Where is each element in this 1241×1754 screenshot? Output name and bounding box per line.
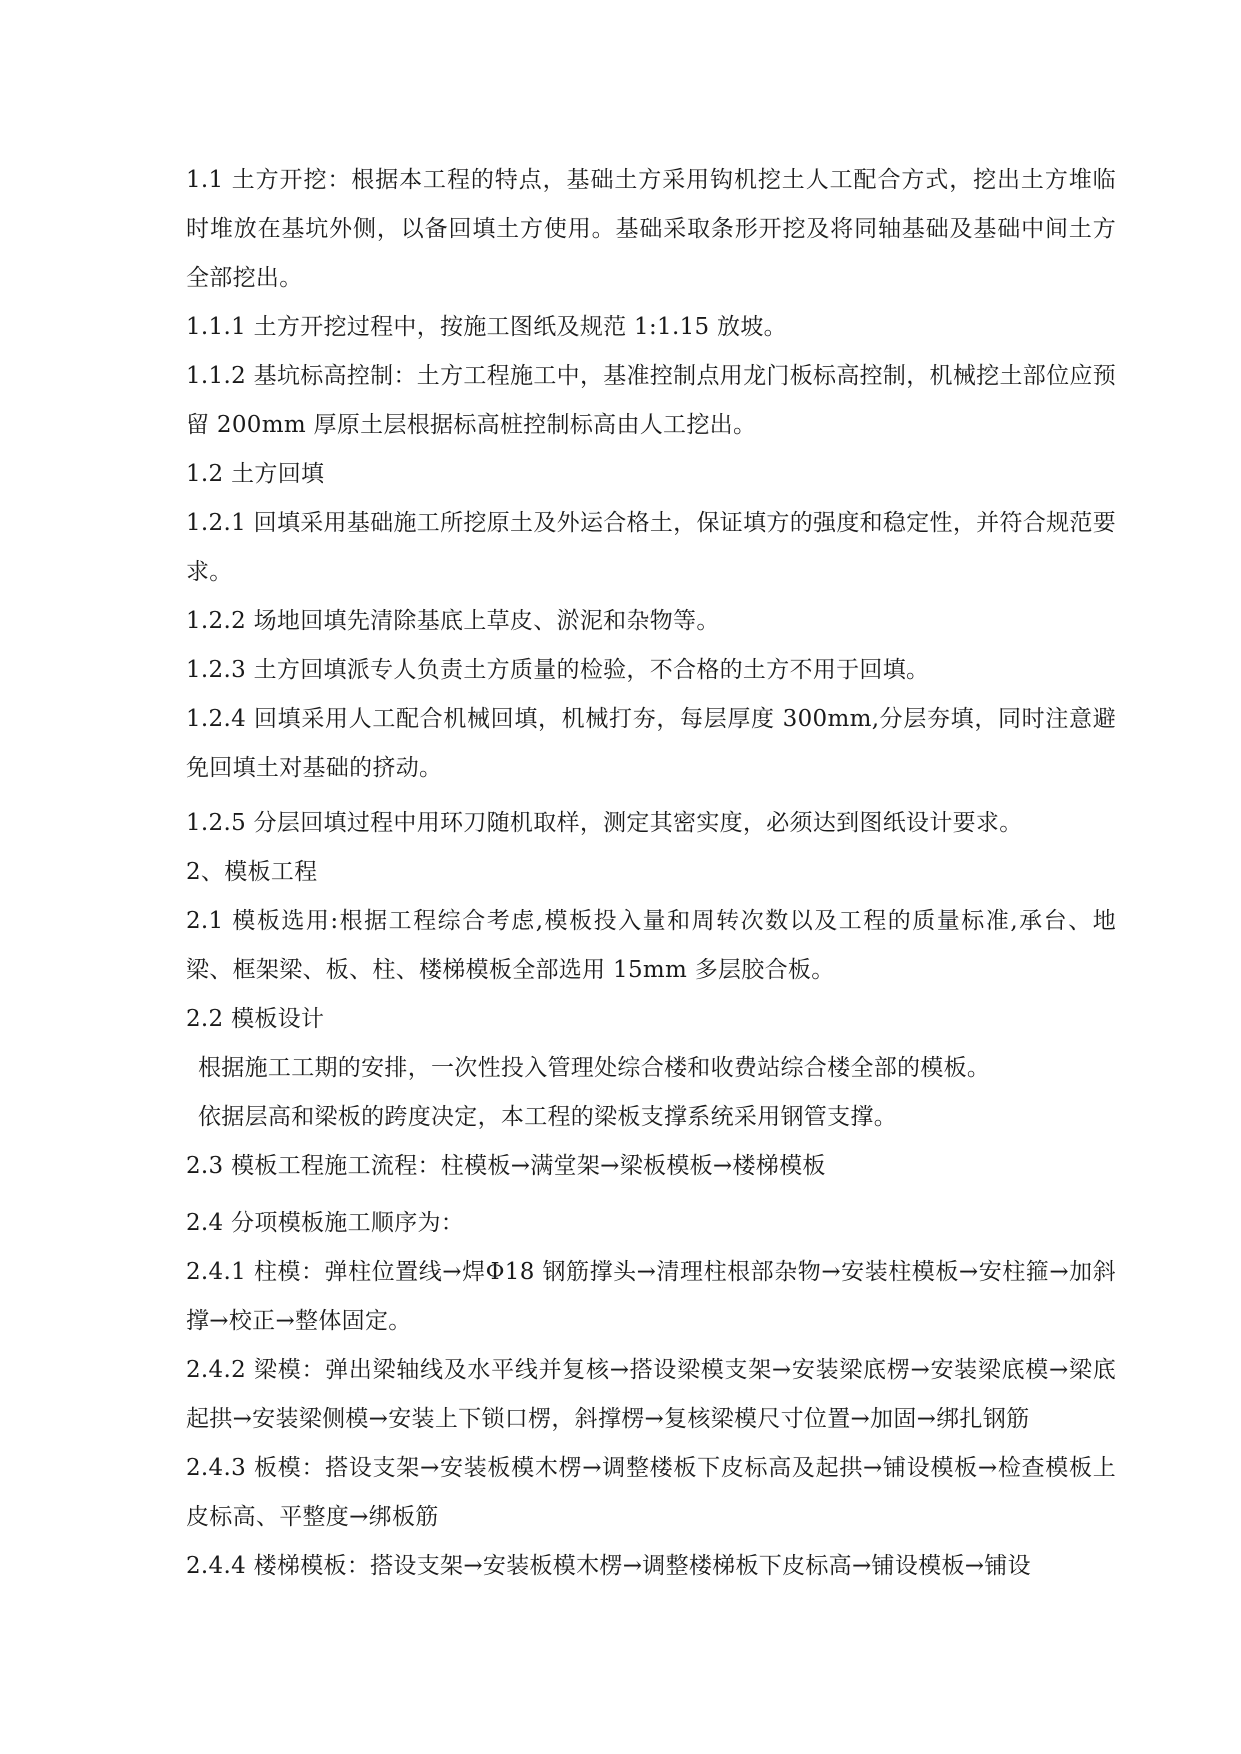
- paragraph-1-2-3: 1.2.3 土方回填派专人负责土方质量的检验，不合格的土方不用于回填。: [186, 657, 930, 683]
- paragraph-1-1: 1.1 土方开挖：根据本工程的特点，基础土方采用钩机挖土人工配合方式，挖出土方堆临时堆放在基坑外侧，以备回填土方使用。基础采取条形开挖及将同轴基础及基础中间土方全部挖出。: [186, 167, 1116, 291]
- paragraph-2-1: 2.1 模板选用:根据工程综合考虑,模板投入量和周转次数以及工程的质量标准,承台、地梁、框架梁、板、柱、楼梯模板全部选用 15mm 多层胶合板。: [186, 908, 1116, 983]
- paragraph-1-1-2: 1.1.2 基坑标高控制：土方工程施工中，基准控制点用龙门板标高控制，机械挖土部位应预留 200mm 厚原土层根据标高桩控制标高由人工挖出。: [186, 363, 1116, 438]
- paragraph-1-2-2: 1.2.2 场地回填先清除基底上草皮、淤泥和杂物等。: [186, 608, 720, 634]
- paragraph-1-2-1: 1.2.1 回填采用基础施工所挖原土及外运合格土，保证填方的强度和稳定性，并符合规范要求。: [186, 510, 1116, 585]
- paragraph-1-2-5: 1.2.5 分层回填过程中用环刀随机取样，测定其密实度，必须达到图纸设计要求。: [186, 810, 1023, 836]
- paragraph-2-2-a: 根据施工工期的安排，一次性投入管理处综合楼和收费站综合楼全部的模板。: [198, 1055, 991, 1081]
- paragraph-2-2-b: 依据层高和梁板的跨度决定，本工程的梁板支撑系统采用钢管支撑。: [198, 1104, 897, 1130]
- paragraph-1-1-1: 1.1.1 土方开挖过程中，按施工图纸及规范 1:1.15 放坡。: [186, 314, 787, 340]
- paragraph-2-3: 2.3 模板工程施工流程：柱模板→满堂架→梁板模板→楼梯模板: [186, 1153, 826, 1179]
- paragraph-2-4-3: 2.4.3 板模：搭设支架→安装板模木楞→调整楼板下皮标高及起拱→铺设模板→检查模板上皮标高、平整度→绑板筋: [186, 1455, 1116, 1530]
- paragraph-2-4-4: 2.4.4 楼梯模板：搭设支架→安装板模木楞→调整楼梯板下皮标高→铺设模板→铺设: [186, 1553, 1031, 1579]
- heading-2-2: 2.2 模板设计: [186, 1006, 325, 1032]
- heading-2-4: 2.4 分项模板施工顺序为：: [186, 1210, 465, 1236]
- paragraph-1-2-4: 1.2.4 回填采用人工配合机械回填，机械打夯，每层厚度 300mm,分层夯填，同时注意避免回填土对基础的挤动。: [186, 706, 1116, 781]
- paragraph-2-4-1: 2.4.1 柱模：弹柱位置线→焊Φ18 钢筋撑头→清理柱根部杂物→安装柱模板→安柱箍→加斜撑→校正→整体固定。: [186, 1259, 1116, 1334]
- paragraph-2-4-2: 2.4.2 梁模：弹出梁轴线及水平线并复核→搭设梁模支架→安装梁底楞→安装梁底模→梁底起拱→安装梁侧模→安装上下锁口楞，斜撑楞→复核梁模尺寸位置→加固→绑扎钢筋: [186, 1357, 1116, 1432]
- document-body: [186, 156, 1116, 1591]
- heading-2: 2、模板工程: [186, 859, 318, 885]
- heading-1-2: 1.2 土方回填: [186, 461, 325, 487]
